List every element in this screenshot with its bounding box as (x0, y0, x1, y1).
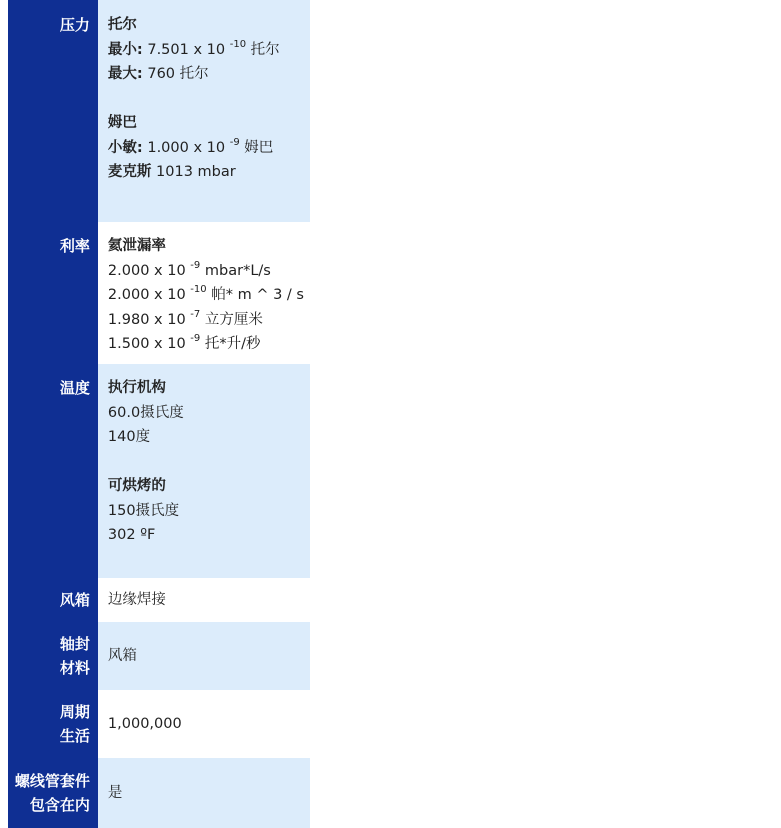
leak-rate-base: 1.980 x 10 (107, 311, 191, 328)
mbar-min-line (108, 136, 304, 161)
mbar-max-value: 1013 mbar (151, 164, 236, 180)
pressure-label: 压力 (59, 16, 90, 34)
bakeable-title: 可烘烤的 (107, 478, 166, 494)
mbar-max-label: 麦克斯 (107, 164, 152, 180)
torr-max-value: 760 托尔 (142, 66, 209, 82)
torr-min-line (108, 38, 304, 63)
row-value-cycle-life (98, 690, 310, 758)
torr-max-line (108, 62, 304, 87)
bakeable-celsius: 150摄氏度 (107, 502, 180, 519)
row-label-pressure (8, 0, 98, 222)
mbar-min-label: 小敏: (107, 139, 143, 156)
leak-rate-line (108, 259, 304, 284)
cycle-life-label-line1: 周期 (59, 702, 90, 721)
row-value-shaft-seal (98, 622, 310, 690)
torr-min-exponent: -10 (229, 38, 247, 50)
cycle-life-value: 1,000,000 (107, 716, 182, 732)
torr-min-value: 7.501 x 10 (142, 41, 230, 58)
row-label-cycle-life (8, 690, 98, 758)
row-label-leak-rate (8, 222, 98, 364)
leak-rate-label: 利率 (59, 237, 90, 255)
torr-min-unit: 托尔 (246, 41, 280, 58)
bakeable-fahrenheit: 302 ºF (107, 527, 156, 543)
table-row-bellows (8, 578, 310, 622)
leak-rate-line (108, 332, 304, 357)
table-row-shaft-seal (8, 622, 310, 690)
solenoid-label-line1: 螺线管套件 (14, 771, 90, 790)
mbar-min-value: 1.000 x 10 (142, 139, 230, 156)
solenoid-label-line2: 包含在内 (29, 796, 90, 814)
row-label-shaft-seal (8, 622, 98, 690)
solenoid-value: 是 (107, 785, 123, 801)
torr-min-label: 最小: (107, 41, 143, 58)
actuator-fahrenheit: 140度 (107, 429, 151, 445)
leak-rate-exponent: -9 (190, 259, 201, 271)
leak-rate-unit: mbar*L/s (200, 262, 271, 279)
leak-rate-title: 氦泄漏率 (107, 238, 166, 254)
mbar-title: 姆巴 (107, 115, 137, 131)
leak-rate-line (108, 283, 304, 308)
leak-rate-line (108, 308, 304, 333)
bellows-value: 边缘焊接 (107, 592, 166, 608)
leak-rate-unit: 立方厘米 (200, 311, 263, 328)
row-label-solenoid (8, 758, 98, 828)
row-value-leak-rate (98, 222, 310, 364)
row-value-pressure (98, 0, 310, 222)
bellows-label: 风箱 (59, 591, 90, 609)
mbar-min-unit: 姆巴 (239, 139, 274, 156)
temperature-label: 温度 (59, 379, 90, 397)
leak-rate-base: 1.500 x 10 (107, 336, 191, 352)
row-label-temperature (8, 364, 98, 578)
table-row-cycle-life (8, 690, 310, 758)
spacer (108, 87, 304, 112)
mbar-min-exponent: -9 (229, 136, 240, 148)
shaft-seal-label-line2: 材料 (59, 659, 90, 677)
cycle-life-label-line2: 生活 (59, 727, 90, 745)
mbar-max-line (108, 160, 304, 185)
table-row-pressure (8, 0, 310, 222)
actuator-title: 执行机构 (107, 380, 166, 396)
leak-rate-exponent: -10 (190, 284, 207, 295)
leak-rate-exponent: -9 (190, 333, 201, 344)
leak-rate-base: 2.000 x 10 (107, 262, 191, 279)
table-row-solenoid (8, 758, 310, 828)
shaft-seal-label-line1: 轴封 (59, 634, 90, 653)
leak-rate-unit: 帕* m ^ 3 / s (206, 287, 304, 303)
leak-rate-exponent: -7 (190, 308, 201, 320)
row-label-bellows (8, 578, 98, 622)
leak-rate-unit: 托*升/秒 (200, 336, 261, 352)
spec-table (8, 0, 310, 828)
row-value-temperature (98, 364, 310, 578)
table-row-leak-rate (8, 222, 310, 364)
torr-title: 托尔 (107, 17, 137, 33)
row-value-bellows (98, 578, 310, 622)
table-row-temperature (8, 364, 310, 578)
torr-max-label: 最大: (107, 66, 143, 82)
spacer (108, 450, 304, 475)
row-value-solenoid (98, 758, 310, 828)
shaft-seal-value: 风箱 (107, 648, 137, 664)
leak-rate-base: 2.000 x 10 (107, 287, 191, 303)
actuator-celsius: 60.0摄氏度 (107, 404, 184, 421)
